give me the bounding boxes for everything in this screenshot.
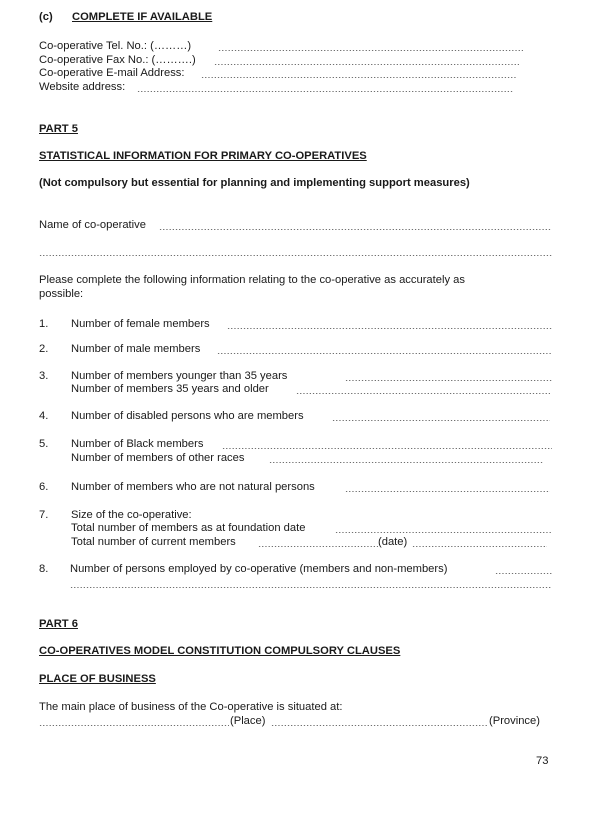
section-c-label: (c) xyxy=(39,11,53,23)
item-7-fill-line-3 xyxy=(412,536,547,549)
item-5-label-1: Number of Black members xyxy=(71,438,204,450)
part5-title: STATISTICAL INFORMATION FOR PRIMARY CO-OPERATIVES xyxy=(39,150,367,162)
email-label: Co-operative E-mail Address: xyxy=(39,67,185,79)
place-of-business-heading: PLACE OF BUSINESS xyxy=(39,673,156,685)
website-fill-line xyxy=(137,81,514,94)
item-5-fill-line-2 xyxy=(269,452,543,465)
item-5-fill-line-1 xyxy=(222,438,552,451)
section-c-title: COMPLETE IF AVAILABLE xyxy=(72,11,213,23)
website-label: Website address: xyxy=(39,81,126,93)
item-7-label-3: Total number of current members xyxy=(71,536,236,548)
name-fill-line-2 xyxy=(39,245,552,258)
item-7-label-1: Size of the co-operative: xyxy=(71,509,192,521)
item-6-label: Number of members who are not natural persons xyxy=(71,481,315,493)
item-1-label: Number of female members xyxy=(71,318,210,330)
name-label: Name of co-operative xyxy=(39,219,146,231)
item-4-label: Number of disabled persons who are members xyxy=(71,410,304,422)
item-7-label-2: Total number of members as at foundation date xyxy=(71,522,306,534)
place-fill-line xyxy=(39,715,229,728)
item-1-fill-line xyxy=(227,318,552,331)
item-2-label: Number of male members xyxy=(71,343,201,355)
fax-fill-line xyxy=(214,54,519,67)
tel-fill-line xyxy=(218,40,523,53)
tel-label: Co-operative Tel. No.: (………) xyxy=(39,40,192,52)
item-3-fill-line-2 xyxy=(296,383,550,396)
item-6-fill-line xyxy=(345,481,550,494)
item-3-label-2: Number of members 35 years and older xyxy=(71,383,269,395)
name-fill-line xyxy=(159,219,552,232)
part6-title: CO-OPERATIVES MODEL CONSTITUTION COMPULSORY CLAUSES xyxy=(39,645,401,657)
item-3-number: 3. xyxy=(39,370,49,382)
item-7-date-label: (date) xyxy=(378,536,408,548)
item-4-number: 4. xyxy=(39,410,49,422)
item-7-fill-line-2 xyxy=(258,536,378,549)
province-fill-line xyxy=(271,715,488,728)
instruction-line-1: Please complete the following information relating to the co-operative as accurately as xyxy=(39,274,465,286)
item-8-number: 8. xyxy=(39,563,49,575)
item-3-label-1: Number of members younger than 35 years xyxy=(71,370,288,382)
instruction-line-2: possible: xyxy=(39,288,84,300)
part5-heading: PART 5 xyxy=(39,123,78,135)
item-2-fill-line xyxy=(217,343,552,356)
item-4-fill-line xyxy=(332,410,550,423)
item-8-fill-line-2 xyxy=(70,577,552,590)
page-number: 73 xyxy=(536,755,549,767)
item-5-number: 5. xyxy=(39,438,49,450)
item-1-number: 1. xyxy=(39,318,49,330)
part5-note: (Not compulsory but essential for planning and implementing support measures) xyxy=(39,177,470,189)
item-8-label: Number of persons employed by co-operative (members and non-members) xyxy=(70,563,448,575)
item-7-number: 7. xyxy=(39,509,49,521)
part6-heading: PART 6 xyxy=(39,618,78,630)
item-3-fill-line-1 xyxy=(345,370,552,383)
place-sentence: The main place of business of the Co-operative is situated at: xyxy=(39,701,343,713)
item-5-label-2: Number of members of other races xyxy=(71,452,245,464)
item-8-fill-line-1 xyxy=(495,563,552,576)
province-label: (Province) xyxy=(489,715,540,727)
item-7-fill-line-1 xyxy=(335,522,551,535)
place-label: (Place) xyxy=(230,715,266,727)
email-fill-line xyxy=(201,67,516,80)
fax-label: Co-operative Fax No.: (……….) xyxy=(39,54,196,66)
item-2-number: 2. xyxy=(39,343,49,355)
item-6-number: 6. xyxy=(39,481,49,493)
